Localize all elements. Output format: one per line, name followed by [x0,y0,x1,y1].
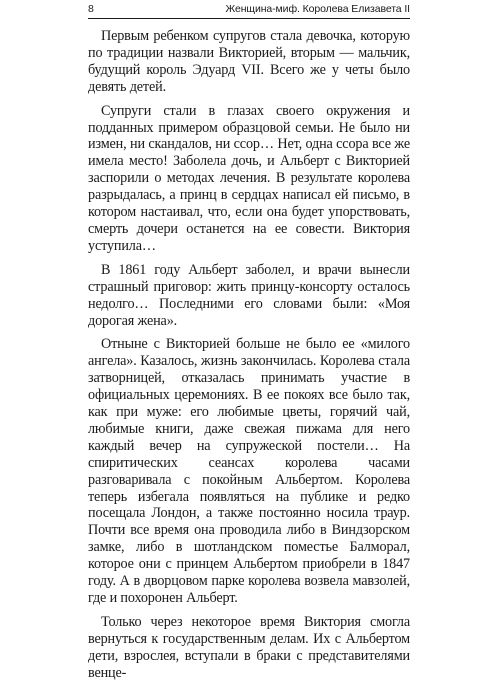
running-head [88,2,410,19]
paragraph: В 1861 году Альберт заболел, и врачи вынесли страшный приговор: жить принцу-консорту осталось недолго… Последними его словами были: «Моя дорогая жена». [88,261,410,329]
running-title: Женщина-миф. Королева Елизавета II [225,3,410,15]
paragraph: Отныне с Викторией больше не было ее «милого ангела». Казалось, жизнь закончилась. Королева стала затворницей, отказалась принимать участие в официальных церемониях. В ее покоях все было так, как при муже: его любимые цветы, горячий чай, любимые книги, даже свежая пижама для него каждый вечер на супружеской постели… На спиритических сеансах королева часами разговаривала с покойным Альбертом. Королева теперь избегала появляться на публике и редко посещала Лондон, а также постоянно носила траур. Почти все время она проводила либо в Виндзорском замке, либо в шотландском поместье Балморал, которое они с принцем Альбертом приобрели в 1847 году. А в дворцовом парке королева возвела мавзолей, где и похоронен Альберт. [88,336,410,606]
paragraph: Только через некоторое время Виктория смогла вернуться к государственным делам. Их с Альбертом дети, взрослея, вступали в браки с представителями венце- [88,613,410,681]
page-number: 8 [88,3,94,15]
book-page [88,0,410,681]
paragraph: Первым ребенком супругов стала девочка, которую по традиции назвали Викторией, вторым — мальчик, будущий король Эдуард VII. Всего же у четы было девять детей. [88,28,410,95]
paragraph: Супруги стали в глазах своего окружения и подданных примером образцовой семьи. Не было ни измен, ни скандалов, ни ссор… Нет, одна ссора все же имела место! Заболела дочь, и Альберт с Викторией заспорили о методах лечения. В результате королева разрыдалась, а принц в сердцах написал ей письмо, в котором настаивал, что, если она будет упорствовать, смерть дочери останется на ее совести. Виктория уступила… [88,102,410,254]
body-text [88,28,410,682]
